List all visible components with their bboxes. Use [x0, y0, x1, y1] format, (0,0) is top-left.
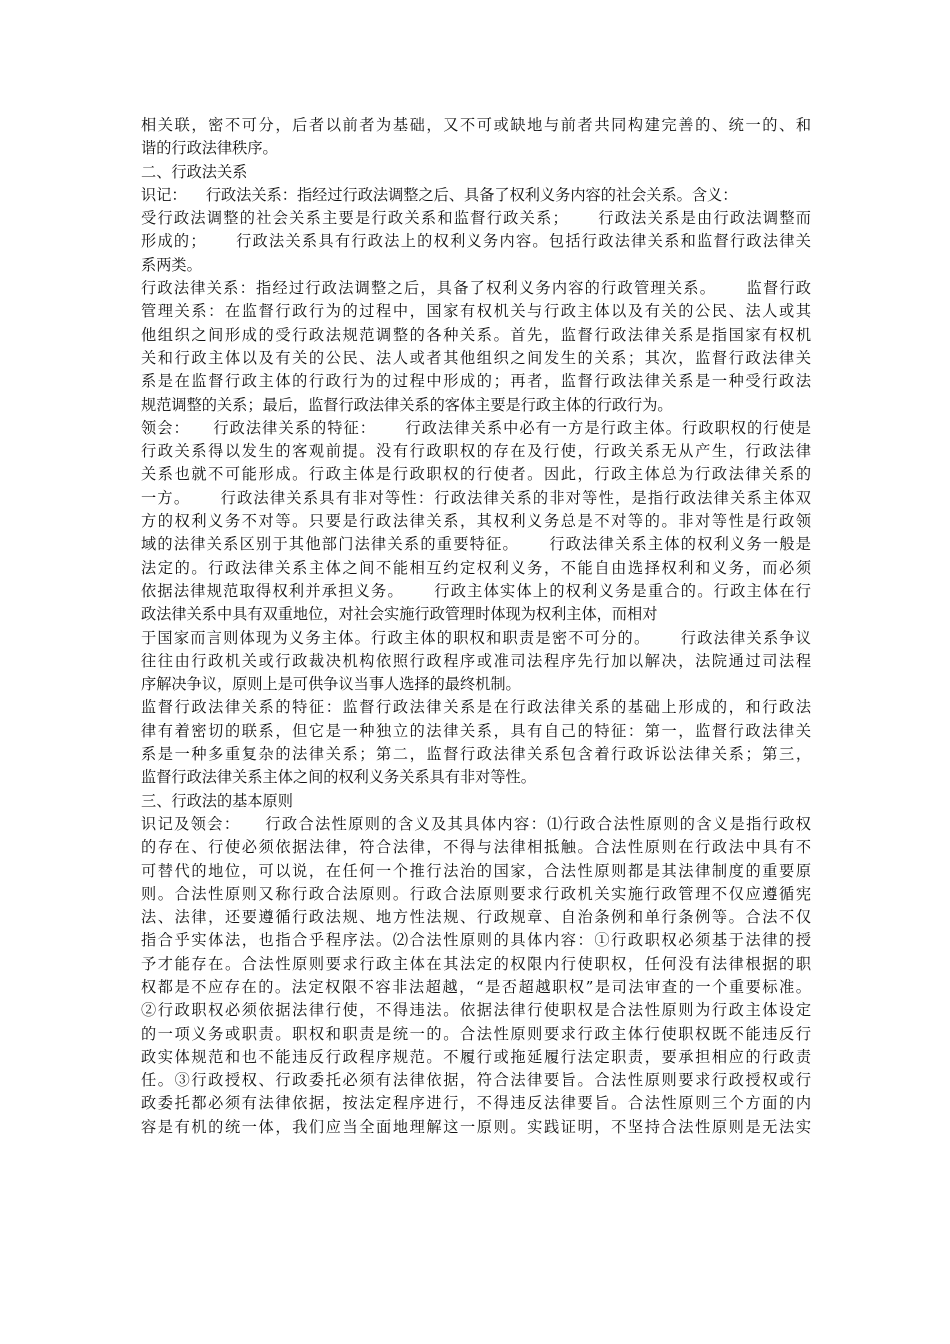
- text-line: 容是有机的统一体，我们应当全面地理解这一原则。实践证明，不坚持合法性原则是无法实: [141, 1117, 811, 1136]
- text-line: 他组织之间形成的受行政法规范调整的各种关系。首先，监督行政法律关系是指国家有权机: [141, 325, 811, 344]
- text-line: 系两类。: [141, 255, 202, 274]
- text-line: 政委托都必须有法律依据，按法定程序进行，不得违反法律要旨。合法性原则三个方面的内: [141, 1094, 811, 1113]
- text-line: 识记及领会： 行政合法性原则的含义及其具体内容：⑴行政合法性原则的含义是指行政权: [141, 814, 811, 833]
- text-line: 政实体规范和也不能违反行政程序规范。不履行或拖延履行法定职责，要承担相应的行政责: [141, 1047, 811, 1066]
- text-line: 则。合法性原则又称行政合法原则。行政合法原则要求行政机关实施行政管理不仅应遵循宪: [141, 884, 811, 903]
- text-line: 相关联，密不可分，后者以前者为基础，又不可或缺地与前者共同构建完善的、统一的、和: [141, 116, 811, 134]
- text-line: 指合乎实体法，也指合乎程序法。⑵合法性原则的具体内容：①行政职权必须基于法律的授: [141, 931, 811, 950]
- text-line: 的一项义务或职责。职权和职责是统一的。合法性原则要求行政主体行使职权既不能违反行: [141, 1024, 811, 1043]
- text-line: 序解决争议，原则上是可供争议当事人选择的最终机制。: [141, 675, 521, 694]
- text-line: 关和行政主体以及有关的公民、法人或者其他组织之间发生的关系；其次，监督行政法律关: [141, 348, 811, 367]
- text-line: 依据法律规范取得权利并承担义务。 行政主体实体上的权利义务是重合的。行政主体在行: [141, 581, 811, 600]
- text-line: 三、行政法的基本原则: [141, 791, 293, 810]
- text-line: 往往由行政机关或行政裁决机构依照行政程序或准司法程序先行加以解决，法院通过司法程: [141, 651, 811, 670]
- text-line: 监督行政法律关系的特征：监督行政法律关系是在行政法律关系的基础上形成的，和行政法: [141, 698, 811, 717]
- text-line: 形成的； 行政法关系具有行政法上的权利义务内容。包括行政法律关系和监督行政法律关: [141, 232, 811, 251]
- text-line: 系是一种多重复杂的法律关系；第二，监督行政法律关系包含着行政诉讼法律关系；第三，: [141, 745, 811, 764]
- text-line: 二、行政法关系: [141, 162, 248, 181]
- text-line: 管理关系：在监督行政行为的过程中，国家有权机关与行政主体以及有关的公民、法人或其: [141, 302, 811, 321]
- text-line: 于国家而言则体现为义务主体。行政主体的职权和职责是密不可分的。 行政法律关系争议: [141, 628, 811, 647]
- text-line: 域的法律关系区别于其他部门法律关系的重要特征。 行政法律关系主体的权利义务一般是: [141, 535, 811, 554]
- text-line: 予才能存在。合法性原则要求行政主体在其法定的权限内行使职权，任何没有法律根据的职: [141, 954, 811, 973]
- text-line: 系是在监督行政主体的行政行为的过程中形成的；再者，监督行政法律关系是一种受行政法: [141, 372, 811, 391]
- text-line: 谐的行政法律秩序。: [141, 139, 278, 158]
- text-line: 政法律关系中具有双重地位，对社会实施行政管理时体现为权利主体，而相对: [141, 605, 658, 624]
- text-line: 律有着密切的联系，但它是一种独立的法律关系，具有自己的特征：第一，监督行政法律关: [141, 721, 811, 740]
- text-line: 权都是不应存在的。法定权限不容非法超越，“是否超越职权”是司法审查的一个重要标准。: [141, 977, 811, 996]
- document-body: [141, 114, 811, 1139]
- text-line: 行政关系得以发生的客观前提。没有行政职权的存在及行使，行政关系无从产生，行政法律: [141, 442, 811, 461]
- text-line: 领会： 行政法律关系的特征： 行政法律关系中必有一方是行政主体。行政职权的行使是: [141, 418, 811, 437]
- text-line: 可替代的地位，可以说，在任何一个推行法治的国家，合法性原则都是其法律制度的重要原: [141, 861, 811, 880]
- text-line: 的存在、行使必须依据法律，符合法律，不得与法律相抵触。合法性原则在行政法中具有不: [141, 838, 811, 857]
- text-line: 监督行政法律关系主体之间的权利义务关系具有非对等性。: [141, 768, 536, 787]
- text-line: 法定的。行政法律关系主体之间不能相互约定权利义务，不能自由选择权利和义务，而必须: [141, 558, 811, 577]
- text-line: ②行政职权必须依据法律行使，不得违法。依据法律行使职权是合法性原则为行政主体设定: [141, 1001, 811, 1020]
- text-line: 法、法律，还要遵循行政法规、地方性法规、行政规章、自治条例和单行条例等。合法不仅: [141, 908, 811, 927]
- text-line: 受行政法调整的社会关系主要是行政关系和监督行政关系； 行政法关系是由行政法调整而: [141, 209, 811, 228]
- text-line: 方的权利义务不对等。只要是行政法律关系，其权利义务总是不对等的。非对等性是行政领: [141, 512, 811, 531]
- text-line: 一方。 行政法律关系具有非对等性：行政法律关系的非对等性，是指行政法律关系主体双: [141, 488, 811, 507]
- text-line: 识记： 行政法关系：指经过行政法调整之后、具备了权利义务内容的社会关系。含义：: [141, 185, 738, 204]
- text-line: 行政法律关系：指经过行政法调整之后，具备了权利义务内容的行政管理关系。 监督行政: [141, 279, 811, 298]
- text-line: 规范调整的关系；最后，监督行政法律关系的客体主要是行政主体的行政行为。: [141, 395, 673, 414]
- text-line: 关系也就不可能形成。行政主体是行政职权的行使者。因此，行政主体总为行政法律关系的: [141, 465, 811, 484]
- text-line: 任。③行政授权、行政委托必须有法律依据，符合法律要旨。合法性原则要求行政授权或行: [141, 1071, 811, 1090]
